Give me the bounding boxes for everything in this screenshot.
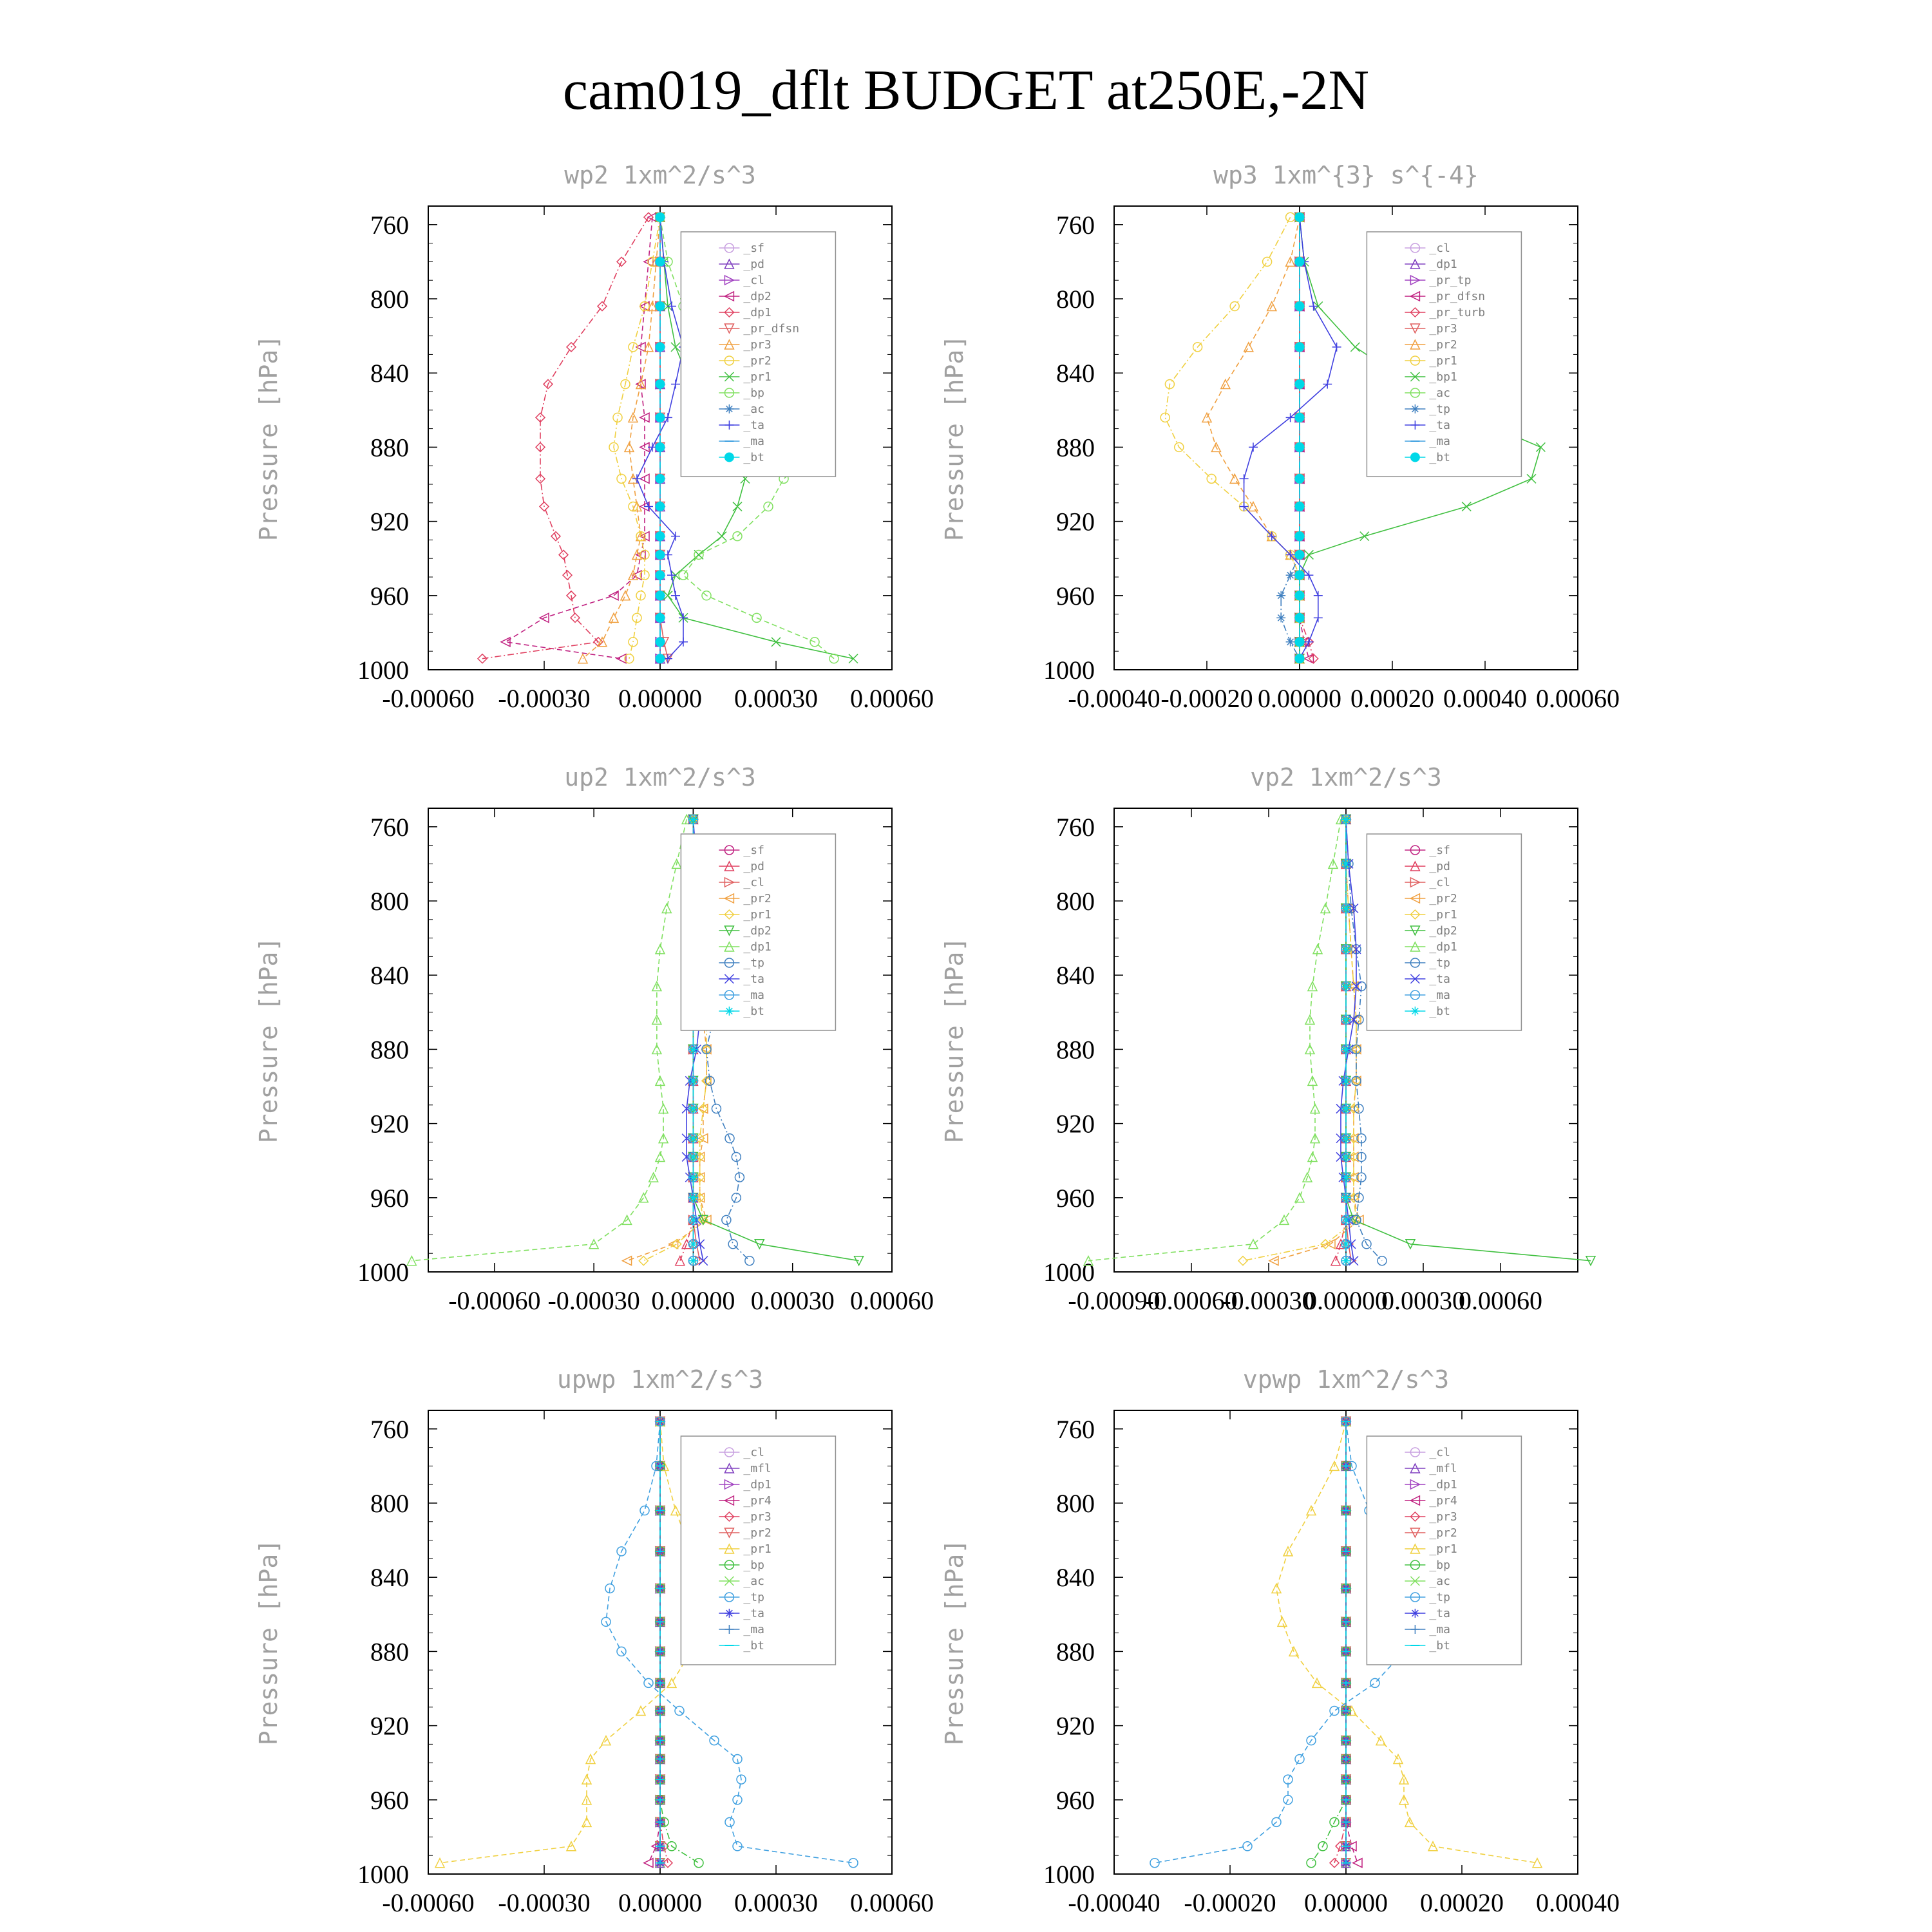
y-tick-label: 920 xyxy=(370,1109,409,1139)
y-tick-label: 960 xyxy=(370,581,409,611)
legend-label: _pr1 xyxy=(743,370,772,384)
legend-label: _pd xyxy=(743,258,764,271)
x-tick-label: 0.00060 xyxy=(850,1888,934,1917)
y-tick-label: 920 xyxy=(1056,1711,1095,1741)
y-tick-label: 880 xyxy=(370,433,409,462)
data-point xyxy=(1150,1859,1159,1868)
x-tick-label: 0.00060 xyxy=(1536,684,1620,713)
legend-label: _bp1 xyxy=(1429,370,1457,384)
y-tick-label: 1000 xyxy=(1043,1860,1095,1889)
legend-label: _cl xyxy=(1429,876,1450,889)
y-axis-label: Pressure [hPa] xyxy=(940,334,969,542)
data-point xyxy=(1330,1859,1339,1868)
legend-label: _ta xyxy=(743,972,764,986)
y-tick-label: 960 xyxy=(370,1785,409,1815)
x-tick-label: 0.00060 xyxy=(850,684,934,713)
y-tick-label: 840 xyxy=(370,1563,409,1593)
data-point xyxy=(1272,1584,1281,1593)
y-tick-label: 1000 xyxy=(357,1860,409,1889)
panel-title: wp2 1xm^2/s^3 xyxy=(564,161,756,189)
legend-label: _pr_dfsn xyxy=(743,322,800,336)
legend-label: _pr_turb xyxy=(1429,306,1486,319)
legend-label: _ma xyxy=(743,1623,764,1636)
x-tick-label: 0.00060 xyxy=(850,1286,934,1315)
y-tick-label: 840 xyxy=(1056,1563,1095,1593)
y-tick-label: 1000 xyxy=(1043,656,1095,685)
x-tick-label: -0.00040 xyxy=(1068,684,1160,713)
y-tick-label: 880 xyxy=(370,1035,409,1065)
legend-label: _pr1 xyxy=(743,908,772,922)
legend-label: _bt xyxy=(743,1005,764,1018)
x-tick-label: 0.00030 xyxy=(734,1888,818,1917)
legend-label: _pr1 xyxy=(1429,354,1457,368)
legend-label: _ma xyxy=(1429,989,1450,1002)
legend-label: _ma xyxy=(1429,435,1450,448)
data-point xyxy=(1307,1859,1316,1868)
legend-label: _pd xyxy=(1429,860,1450,873)
y-tick-label: 880 xyxy=(1056,1637,1095,1667)
x-tick-label: -0.00060 xyxy=(448,1286,541,1315)
legend-label: _cl xyxy=(743,274,764,287)
legend-label: _pr3 xyxy=(743,1510,772,1524)
y-axis-label: Pressure [hPa] xyxy=(254,1539,283,1746)
legend-label: _bp xyxy=(743,1558,764,1572)
x-tick-label: 0.00030 xyxy=(1381,1286,1465,1315)
x-tick-label: -0.00060 xyxy=(382,684,475,713)
data-point xyxy=(1330,1707,1339,1716)
panel-title: vp2 1xm^2/s^3 xyxy=(1250,763,1442,791)
legend-label: _ta xyxy=(1429,972,1450,986)
legend-label: _ta xyxy=(1429,419,1450,432)
legend-label: _tp xyxy=(743,1591,764,1604)
figure-title: cam019_dflt BUDGET at250E,-2N xyxy=(562,59,1370,122)
legend-label: _dp2 xyxy=(743,290,772,303)
x-tick-label: -0.00030 xyxy=(498,1888,591,1917)
x-tick-label: 0.00000 xyxy=(1258,684,1341,713)
x-tick-label: -0.00030 xyxy=(1222,1286,1315,1315)
legend-label: _pr1 xyxy=(743,1542,772,1556)
series-line xyxy=(1311,1421,1346,1862)
legend-label: _mfl xyxy=(1429,1462,1457,1475)
legend-label: _ma xyxy=(1429,1623,1450,1636)
legend-label: _ac xyxy=(743,402,764,416)
x-tick-label: -0.00040 xyxy=(1068,1888,1160,1917)
legend-label: _dp1 xyxy=(1429,940,1457,954)
y-tick-label: 880 xyxy=(370,1637,409,1667)
legend-label: _sf xyxy=(1429,844,1450,857)
y-tick-label: 800 xyxy=(1056,285,1095,314)
legend-label: _pr3 xyxy=(1429,1510,1457,1524)
x-tick-label: 0.00000 xyxy=(618,1888,702,1917)
legend-label: _mfl xyxy=(743,1462,772,1475)
y-tick-label: 800 xyxy=(370,1489,409,1518)
x-tick-label: 0.00000 xyxy=(1304,1286,1388,1315)
legend-label: _pr1 xyxy=(1429,1542,1457,1556)
x-tick-label: -0.00090 xyxy=(1068,1286,1160,1315)
y-tick-label: 960 xyxy=(370,1183,409,1213)
legend-label: _pr2 xyxy=(1429,892,1457,905)
panel-title: wp3 1xm^{3} s^{-4} xyxy=(1213,161,1479,189)
y-tick-label: 880 xyxy=(1056,1035,1095,1065)
legend-label: _dp1 xyxy=(743,940,772,954)
x-tick-label: 0.00000 xyxy=(651,1286,735,1315)
data-point xyxy=(1278,1617,1287,1626)
y-tick-label: 800 xyxy=(370,887,409,916)
y-tick-label: 840 xyxy=(370,961,409,990)
x-tick-label: 0.00030 xyxy=(734,684,818,713)
y-tick-label: 920 xyxy=(370,507,409,536)
legend-label: _cl xyxy=(1429,1446,1450,1459)
legend-label: _pr2 xyxy=(1429,1526,1457,1540)
x-tick-label: -0.00020 xyxy=(1160,684,1253,713)
legend-label: _pr_dfsn xyxy=(1429,290,1486,303)
legend-label: _ta xyxy=(1429,1607,1450,1620)
y-axis-label: Pressure [hPa] xyxy=(940,1539,969,1746)
y-axis-label: Pressure [hPa] xyxy=(254,936,283,1144)
legend-label: _bp xyxy=(743,386,764,400)
legend-label: _tp xyxy=(1429,1591,1450,1604)
y-tick-label: 1000 xyxy=(1043,1258,1095,1287)
panel-title: up2 1xm^2/s^3 xyxy=(564,763,756,791)
y-tick-label: 760 xyxy=(370,210,409,240)
legend-label: _pd xyxy=(743,860,764,873)
x-tick-label: 0.00030 xyxy=(750,1286,835,1315)
y-tick-label: 960 xyxy=(1056,581,1095,611)
legend-label: _pr4 xyxy=(743,1494,772,1508)
x-tick-label: 0.00020 xyxy=(1350,684,1434,713)
legend-label: _ac xyxy=(1429,1575,1450,1588)
y-tick-label: 920 xyxy=(1056,507,1095,536)
legend-label: _bt xyxy=(1429,1005,1450,1018)
x-tick-label: -0.00060 xyxy=(1145,1286,1238,1315)
x-tick-label: 0.00040 xyxy=(1536,1888,1620,1917)
y-tick-label: 800 xyxy=(1056,1489,1095,1518)
x-tick-label: 0.00000 xyxy=(618,684,702,713)
y-tick-label: 800 xyxy=(1056,887,1095,916)
legend-label: _dp1 xyxy=(743,306,772,319)
legend-label: _pr_tp xyxy=(1429,274,1472,287)
y-tick-label: 960 xyxy=(1056,1785,1095,1815)
legend-label: _pr4 xyxy=(1429,1494,1457,1508)
y-tick-label: 760 xyxy=(1056,812,1095,842)
data-point xyxy=(1295,1754,1304,1763)
legend-label: _pr2 xyxy=(1429,338,1457,352)
legend-label: _sf xyxy=(743,242,764,255)
legend-label: _dp1 xyxy=(743,1478,772,1492)
y-tick-label: 920 xyxy=(1056,1109,1095,1139)
legend-label: _bt xyxy=(743,1639,764,1653)
y-tick-label: 760 xyxy=(370,1414,409,1444)
y-tick-label: 840 xyxy=(1056,359,1095,388)
legend-label: _bt xyxy=(743,451,764,464)
legend-label: _sf xyxy=(743,844,764,857)
legend-label: _pr1 xyxy=(1429,908,1457,922)
legend-label: _ma xyxy=(743,989,764,1002)
y-tick-label: 760 xyxy=(370,812,409,842)
legend-label: _ma xyxy=(743,435,764,448)
legend-label: _pr3 xyxy=(1429,322,1457,336)
y-tick-label: 760 xyxy=(1056,1414,1095,1444)
y-tick-label: 1000 xyxy=(357,656,409,685)
legend-label: _ta xyxy=(743,1607,764,1620)
legend-label: _pr3 xyxy=(743,338,772,352)
data-point xyxy=(1370,1678,1379,1687)
legend-label: _pr2 xyxy=(743,1526,772,1540)
x-tick-label: -0.00020 xyxy=(1184,1888,1276,1917)
x-tick-label: 0.00020 xyxy=(1420,1888,1504,1917)
panel-title: vpwp 1xm^2/s^3 xyxy=(1242,1365,1450,1394)
legend-label: _tp xyxy=(1429,956,1450,970)
legend-label: _cl xyxy=(1429,242,1450,255)
y-axis-label: Pressure [hPa] xyxy=(940,936,969,1144)
legend-label: _ac xyxy=(1429,386,1450,400)
legend-label: _ac xyxy=(743,1575,764,1588)
legend-label: _dp1 xyxy=(1429,258,1457,271)
y-tick-label: 760 xyxy=(1056,210,1095,240)
panel-title: upwp 1xm^2/s^3 xyxy=(556,1365,764,1394)
y-tick-label: 800 xyxy=(370,285,409,314)
legend-label: _pr2 xyxy=(743,892,772,905)
legend-label: _tp xyxy=(743,956,764,970)
legend-label: _pr2 xyxy=(743,354,772,368)
x-tick-label: 0.00040 xyxy=(1443,684,1527,713)
data-point xyxy=(1353,1859,1362,1868)
y-tick-label: 880 xyxy=(1056,433,1095,462)
legend-label: _dp2 xyxy=(1429,924,1457,938)
legend-label: _bp xyxy=(1429,1558,1450,1572)
legend-label: _tp xyxy=(1429,402,1450,416)
legend-label: _dp2 xyxy=(743,924,772,938)
x-tick-label: -0.00030 xyxy=(498,684,591,713)
legend-label: _ta xyxy=(743,419,764,432)
y-tick-label: 920 xyxy=(370,1711,409,1741)
y-tick-label: 840 xyxy=(370,359,409,388)
y-tick-label: 960 xyxy=(1056,1183,1095,1213)
y-tick-label: 1000 xyxy=(357,1258,409,1287)
legend-label: _dp1 xyxy=(1429,1478,1457,1492)
x-tick-label: -0.00030 xyxy=(547,1286,640,1315)
x-tick-label: 0.00000 xyxy=(1304,1888,1388,1917)
legend-marker xyxy=(1410,1609,1419,1618)
legend-label: _cl xyxy=(743,876,764,889)
legend-label: _bt xyxy=(1429,451,1450,464)
y-tick-label: 840 xyxy=(1056,961,1095,990)
x-tick-label: -0.00060 xyxy=(382,1888,475,1917)
legend xyxy=(1367,1436,1521,1665)
y-axis-label: Pressure [hPa] xyxy=(254,334,283,542)
legend-label: _cl xyxy=(743,1446,764,1459)
x-tick-label: 0.00060 xyxy=(1459,1286,1542,1315)
legend-label: _bt xyxy=(1429,1639,1450,1653)
